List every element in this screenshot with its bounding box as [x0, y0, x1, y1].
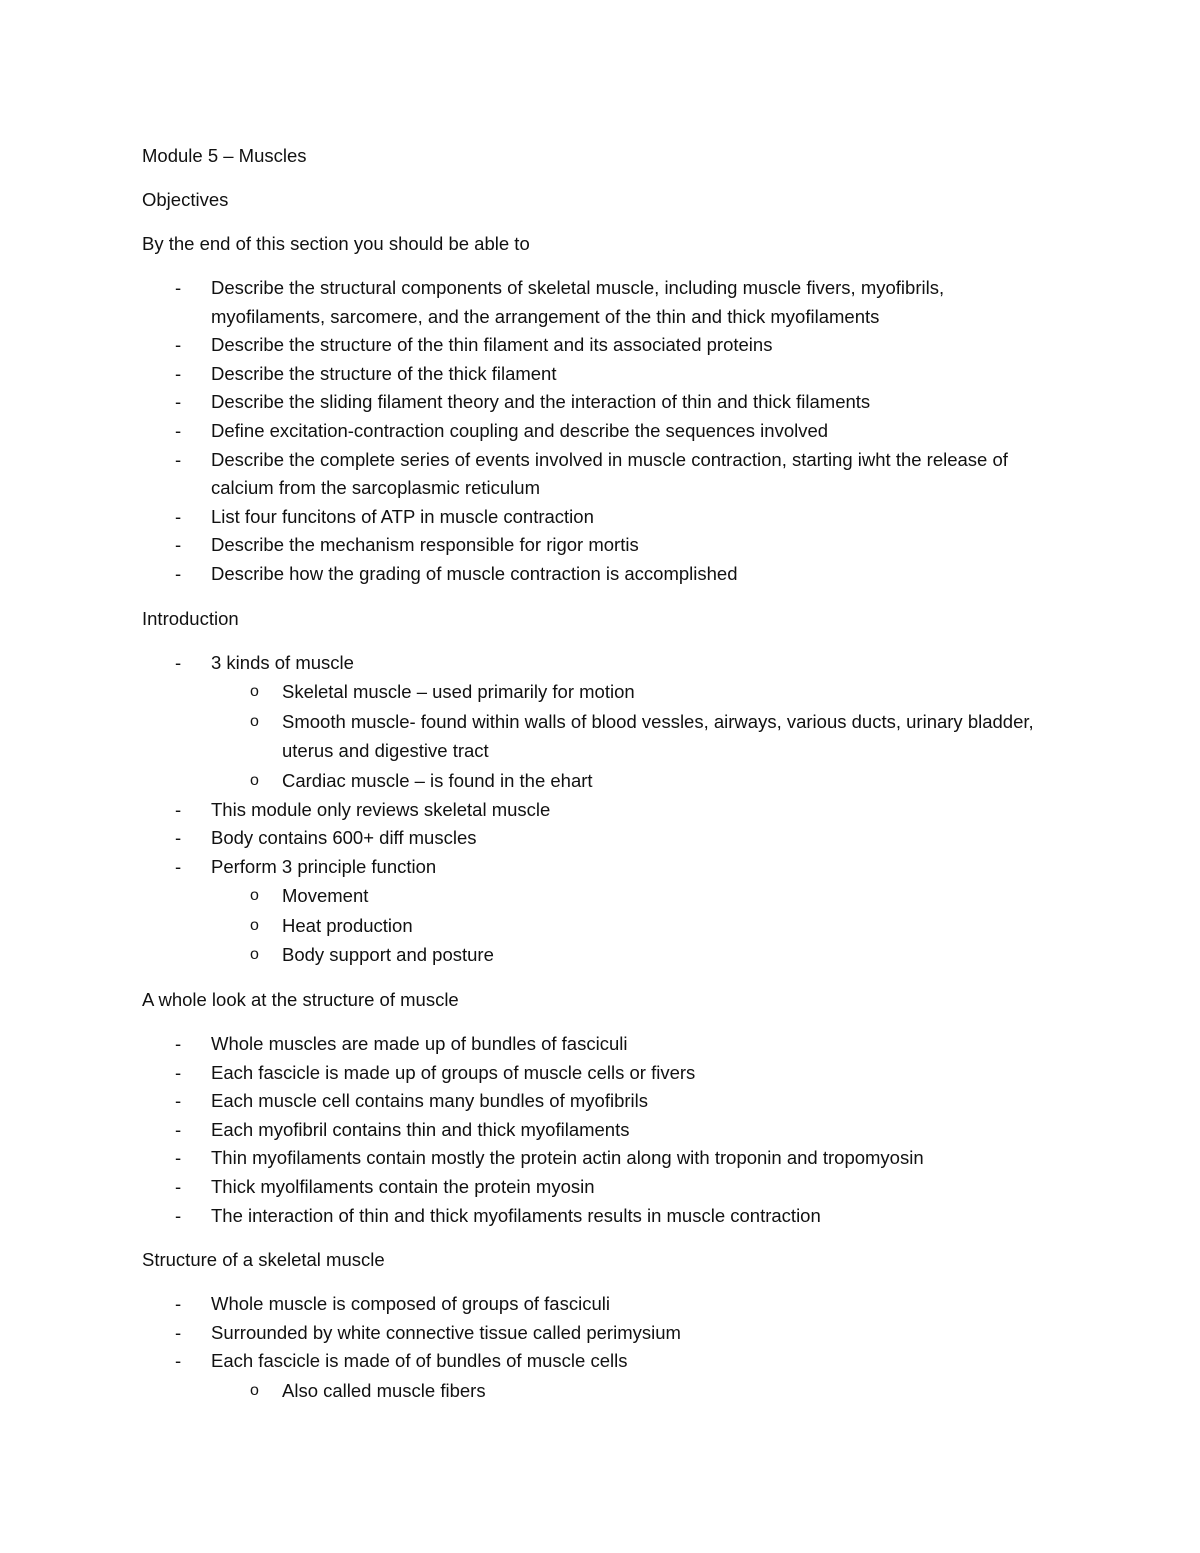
- introduction-list: [142, 649, 1062, 971]
- list-item-text: Each muscle cell contains many bundles of myofibrils: [211, 1090, 648, 1112]
- circle-bullet-marker: o: [250, 887, 259, 905]
- dash-marker: -: [175, 391, 182, 413]
- dash-marker: -: [175, 1321, 182, 1343]
- list-item: [142, 503, 1062, 532]
- list-item-text: This module only reviews skeletal muscle: [211, 798, 551, 820]
- list-item: [142, 417, 1062, 446]
- sub-list-item: [142, 677, 1062, 707]
- list-item: [142, 649, 1062, 796]
- circle-bullet-marker: o: [250, 771, 259, 789]
- list-item-text: Describe the sliding filament theory and the interaction of thin and thick filaments: [211, 391, 871, 413]
- sub-list-item-text: Body support and posture: [282, 944, 494, 966]
- list-item-text: Each fascicle is made of of bundles of muscle cells: [211, 1350, 628, 1372]
- skeletal-structure-heading: Structure of a skeletal muscle: [142, 1249, 385, 1271]
- dash-marker: -: [175, 448, 182, 470]
- dash-marker: -: [175, 798, 182, 820]
- list-item: [142, 560, 1062, 589]
- skeletal-structure-list: [142, 1290, 1062, 1405]
- list-item: [142, 1144, 1062, 1173]
- dash-marker: -: [175, 1204, 182, 1226]
- list-item: [142, 1116, 1062, 1145]
- list-item: [142, 1059, 1062, 1088]
- list-item: [142, 331, 1062, 360]
- list-item-text: The interaction of thin and thick myofilaments results in muscle contraction: [211, 1204, 821, 1226]
- list-item: [142, 1290, 1062, 1319]
- list-item: [142, 1030, 1062, 1059]
- document-body: [142, 142, 1062, 1422]
- sub-list-item: [142, 707, 1062, 766]
- objectives-intro: By the end of this section you should be able to: [142, 233, 530, 254]
- circle-bullet-marker: o: [250, 946, 259, 964]
- list-item-text: Describe the complete series of events involved in muscle contraction, starting iwht the release of calcium from the sarcoplasmic reticulum: [211, 448, 1008, 499]
- dash-marker: -: [175, 562, 182, 584]
- list-item-text: Define excitation-contraction coupling and describe the sequences involved: [211, 419, 829, 441]
- dash-marker: -: [175, 855, 182, 877]
- list-item: [142, 1202, 1062, 1231]
- list-item: [142, 531, 1062, 560]
- dash-marker: -: [175, 505, 182, 527]
- sub-list-item-text: Heat production: [282, 914, 413, 936]
- dash-marker: -: [175, 1293, 182, 1315]
- sub-list-item-text: Cardiac muscle – is found in the ehart: [282, 769, 593, 791]
- sub-list-item: [142, 940, 1062, 970]
- sub-list-item: [142, 766, 1062, 796]
- whole-structure-heading: A whole look at the structure of muscle: [142, 989, 459, 1011]
- dash-marker: -: [175, 277, 182, 298]
- list-item-text: List four funcitons of ATP in muscle contraction: [211, 505, 594, 527]
- dash-marker: -: [175, 334, 182, 356]
- list-item-text: Body contains 600+ diff muscles: [211, 827, 477, 849]
- introduction-heading: Introduction: [142, 607, 239, 629]
- list-item-text: Thin myofilaments contain mostly the protein actin along with troponin and tropomyosin: [211, 1147, 924, 1169]
- circle-bullet-marker: o: [250, 1382, 259, 1399]
- list-item: [142, 824, 1062, 853]
- dash-marker: -: [175, 827, 182, 849]
- list-item: [142, 446, 1062, 503]
- list-item-text: Describe the structural components of skeletal muscle, including muscle fivers, myofibrils, myofilaments, sarcomere, and the arrangement of the thin and thick myofilaments: [211, 277, 945, 327]
- list-item: [142, 1173, 1062, 1202]
- dash-marker: -: [175, 1061, 182, 1083]
- list-item-text: Surrounded by white connective tissue called perimysium: [211, 1321, 681, 1343]
- list-item-text: Thick myolfilaments contain the protein myosin: [211, 1176, 595, 1198]
- dash-marker: -: [175, 651, 182, 673]
- sub-list-item-text: Also called muscle fibers: [282, 1380, 486, 1401]
- list-item-text: Each myofibril contains thin and thick myofilaments: [211, 1118, 630, 1140]
- list-item: [142, 360, 1062, 389]
- list-item-text: Whole muscles are made up of bundles of fasciculi: [211, 1033, 628, 1055]
- objectives-list: [142, 274, 1062, 589]
- circle-bullet-marker: o: [250, 683, 259, 701]
- list-item-text: Each fascicle is made up of groups of muscle cells or fivers: [211, 1061, 696, 1083]
- dash-marker: -: [175, 1033, 182, 1055]
- dash-marker: -: [175, 1350, 182, 1372]
- dash-marker: -: [175, 419, 182, 441]
- dash-marker: -: [175, 534, 182, 556]
- dash-marker: -: [175, 1090, 182, 1112]
- list-item: [142, 1347, 1062, 1405]
- page-title: Module 5 – Muscles: [142, 145, 307, 166]
- dash-marker: -: [175, 1118, 182, 1140]
- dash-marker: -: [175, 1176, 182, 1198]
- list-item-text: Describe the structure of the thick filament: [211, 362, 557, 384]
- sub-list-item-text: Movement: [282, 885, 369, 907]
- circle-bullet-marker: o: [250, 712, 259, 730]
- list-item: [142, 1087, 1062, 1116]
- sub-list-item-text: Skeletal muscle – used primarily for motion: [282, 681, 635, 703]
- list-item: [142, 1319, 1062, 1348]
- whole-structure-list: [142, 1030, 1062, 1230]
- sub-list-item-text: Smooth muscle- found within walls of blood vessles, airways, various ducts, urinary bladder, uterus and digestive tract: [282, 710, 1034, 762]
- list-item: [142, 796, 1062, 825]
- list-item-text: Describe the mechanism responsible for rigor mortis: [211, 534, 639, 556]
- dash-marker: -: [175, 1147, 182, 1169]
- list-item-text: Perform 3 principle function: [211, 855, 437, 877]
- sub-list-item: [142, 911, 1062, 941]
- sub-list-item: [142, 1376, 1062, 1406]
- dash-marker: -: [175, 362, 182, 384]
- list-item: [142, 853, 1062, 970]
- list-item: [142, 274, 1062, 331]
- list-item-text: Describe how the grading of muscle contraction is accomplished: [211, 562, 738, 584]
- list-item-text: 3 kinds of muscle: [211, 651, 354, 673]
- objectives-heading: Objectives: [142, 189, 229, 210]
- circle-bullet-marker: o: [250, 916, 259, 934]
- list-item: [142, 388, 1062, 417]
- sub-list-item: [142, 881, 1062, 911]
- list-item-text: Whole muscle is composed of groups of fasciculi: [211, 1293, 610, 1315]
- list-item-text: Describe the structure of the thin filament and its associated proteins: [211, 334, 773, 356]
